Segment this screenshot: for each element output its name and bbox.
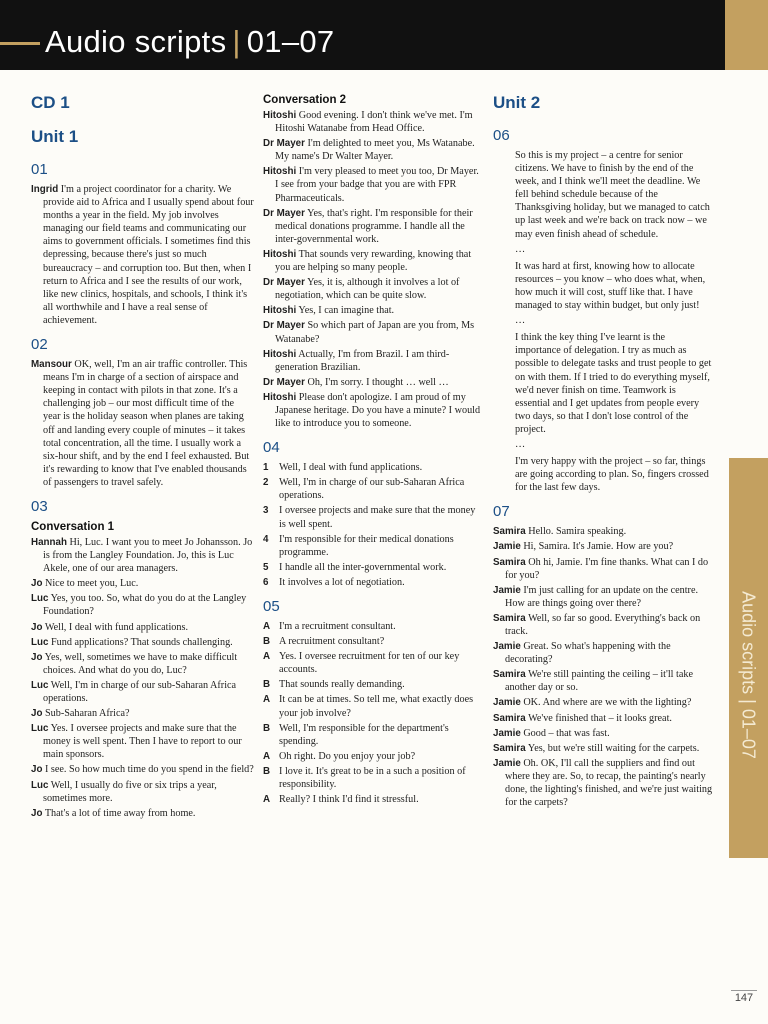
dialogue-line: Jo I see. So how much time do you spend in the field? — [31, 764, 254, 776]
dialogue-line: B A recruitment consultant? — [263, 636, 385, 648]
column-1 — [31, 93, 254, 822]
track-06-paragraph: It was hard at first, knowing how to allocate resources – you know – who does what, when, how much it will cost, stuff like that. I have managed to stay within budget, but only just! — [515, 260, 706, 312]
unit-1-heading: Unit 1 — [31, 127, 79, 146]
dialogue-line: Hitoshi Good evening. I don't think we've met. I'm Hitoshi Watanabe from Head Office. — [263, 110, 473, 135]
dialogue-line: Dr Mayer Yes, that's right. I'm responsible for their medical donations programme. I handle all the inter-governmental work. — [263, 207, 473, 245]
conversation-1-heading: Conversation 1 — [31, 520, 115, 533]
conversation-2-lines — [263, 109, 481, 430]
track-04-heading: 04 — [263, 439, 280, 457]
dialogue-line: Jamie Oh. OK, I'll call the suppliers and find out where they are. So, to recap, the painting's nearly done, the lighting's finished, and we're just waiting for the carpets? — [493, 757, 713, 809]
dialogue-line: Dr Mayer So which part of Japan are you from, Ms Watanabe? — [263, 320, 475, 345]
dialogue-line: Samira We're still painting the ceiling – it'll take another day or so. — [493, 669, 694, 694]
header-corner-block — [725, 0, 768, 70]
dialogue-line: Samira Oh hi, Jamie. I'm fine thanks. What can I do for you? — [493, 556, 709, 581]
dialogue-line: Jo Nice to meet you, Luc. — [31, 578, 139, 590]
track-05-list — [263, 620, 481, 806]
dialogue-line: Hitoshi Please don't apologize. I am proud of my Japanese heritage. Do you have a minute? I would like to introduce you to someone. — [263, 391, 481, 430]
column-2 — [263, 93, 481, 808]
dialogue-line: Jamie OK. And where are we with the lighting? — [493, 697, 692, 709]
track-02-heading: 02 — [31, 336, 48, 354]
dialogue-line: A It can be at times. So tell me, what exactly does your job involve? — [263, 694, 474, 719]
track-07-lines — [493, 525, 713, 809]
list-item: 6 It involves a lot of negotiation. — [263, 576, 405, 588]
dialogue-line: Jamie Great. So what's happening with the decorating? — [493, 641, 671, 666]
list-item: 3 I oversee projects and make sure that the money is well spent. — [263, 505, 476, 530]
dialogue-line: Jo Yes, well, sometimes we have to make difficult choices. And what do you do, Luc? — [31, 651, 238, 676]
track-06-paragraph: I'm very happy with the project – so far, things are going according to plan. So, fingers crossed for the last few days. — [515, 456, 709, 494]
dialogue-line: Luc Well, I usually do five or six trips a year, sometimes more. — [31, 779, 217, 804]
track-01-heading: 01 — [31, 161, 48, 178]
header-bar — [0, 0, 725, 70]
track-06-heading: 06 — [493, 127, 510, 144]
dialogue-line: Hannah Hi, Luc. I want you to meet Jo Johansson. Jo is from the Langley Foundation. Jo, this is Luc Akele, one of our area managers. — [31, 536, 253, 575]
track-07-heading: 07 — [493, 503, 510, 521]
ellipsis: … — [515, 315, 526, 327]
list-item: 2 Well, I'm in charge of our sub-Saharan Africa operations. — [263, 477, 465, 502]
conversation-2-heading: Conversation 2 — [263, 94, 347, 106]
dialogue-line: A Oh right. Do you enjoy your job? — [263, 750, 416, 762]
dialogue-line: A I'm a recruitment consultant. — [263, 621, 396, 632]
side-tab-label: Audio scripts | 01–07 — [738, 591, 759, 759]
dialogue-line: Dr Mayer Oh, I'm sorry. I thought … well … — [263, 376, 449, 388]
dialogue-line: Samira We've finished that – it looks great. — [493, 712, 672, 724]
dialogue-line: B I love it. It's great to be in a such a position of responsibility. — [263, 765, 466, 791]
dialogue-line: A Really? I think I'd find it stressful. — [263, 794, 419, 806]
dialogue-line: Luc Well, I'm in charge of our sub-Saharan Africa operations. — [31, 679, 237, 704]
dialogue-line: Jamie I'm just calling for an update on the centre. How are things going over there? — [493, 584, 699, 609]
page-number: 147 — [731, 990, 757, 1004]
dialogue-line: Jo Sub-Saharan Africa? — [31, 708, 130, 720]
dialogue-line: B Well, I'm responsible for the department's spending. — [263, 722, 449, 747]
dialogue-line: Hitoshi That sounds very rewarding, knowing that you are helping so many people. — [263, 248, 472, 274]
dialogue-line: Hitoshi Actually, I'm from Brazil. I am third-generation Brazilian. — [263, 348, 450, 373]
dialogue-line: A Yes. I oversee recruitment for ten of our key accounts. — [263, 651, 460, 676]
column-3 — [493, 93, 713, 811]
dialogue-line: Jamie Good – that was fast. — [493, 727, 610, 739]
dialogue-line: B That sounds really demanding. — [263, 679, 405, 691]
dialogue-line: Dr Mayer I'm delighted to meet you, Ms Watanabe. My name's Dr Walter Mayer. — [263, 138, 475, 163]
ellipsis: … — [515, 438, 526, 450]
dialogue-line: Jo Well, I deal with fund applications. — [31, 621, 188, 633]
track-06-paragraph: I think the key thing I've learnt is the importance of delegation. I try as much as possible to delegate tasks and trust people to get on with them. If I tried to do everything myself, we'd never finish on time. Teamwork is essential and I get updates from people every two days, so that I don't lose control of the project. — [515, 332, 712, 435]
dialogue-line: Luc Yes. I oversee projects and make sure that the money is well spent. Then I have to report to our main sponsors. — [31, 723, 242, 761]
dialogue-line: Hitoshi Yes, I can imagine that. — [263, 305, 395, 317]
dialogue-line: Jo That's a lot of time away from home. — [31, 807, 196, 819]
track-03-heading: 03 — [31, 497, 48, 515]
ellipsis: … — [515, 243, 526, 255]
unit-2-heading: Unit 2 — [493, 93, 541, 112]
dialogue-line: Hitoshi I'm very pleased to meet you too, Dr Mayer. I see from your badge that you are with FPR Pharmaceuticals. — [263, 166, 479, 204]
page-title: Audio scripts | 01–07 — [45, 24, 335, 59]
dialogue-line: Samira Well, so far so good. Everything's back on track. — [493, 612, 701, 637]
dialogue-line: Luc Fund applications? That sounds challenging. — [31, 636, 233, 648]
track-04-list — [263, 461, 481, 589]
dialogue-line: Samira Hello. Samira speaking. — [493, 526, 627, 538]
dialogue-line: Samira Yes, but we're still waiting for the carpets. — [493, 742, 700, 754]
track-02-text: Mansour OK, well, I'm an air traffic controller. This means I'm in charge of a section of airspace and keeping in contact with pilots in that zone. It's a challenging job – our most difficult time of the year is the holiday season when planes are taking off and landing every couple of minutes – it takes total concentration, all the time. I usually work a six-hour shift, and by the end I feel exhausted. But it's rewarding to know that I've enabled thousands of passengers to travel safely. — [31, 359, 250, 488]
track-05-heading: 05 — [263, 598, 280, 615]
list-item: 5 I handle all the inter-governmental work. — [263, 561, 447, 573]
dialogue-line: Luc Yes, you too. So, what do you do at the Langley Foundation? — [31, 593, 247, 618]
list-item: 4 I'm responsible for their medical donations programme. — [263, 533, 454, 558]
track-06-paragraph: So this is my project – a centre for senior citizens. We have to finish by the end of the week, and I think we'll meet the deadline. We fell behind schedule because of the Thanksgiving holiday, but we managed to catch up last week and we're back on track now – we may even finish ahead of schedule. — [515, 150, 710, 240]
dialogue-line: Jamie Hi, Samira. It's Jamie. How are you? — [493, 541, 674, 553]
cd-heading: CD 1 — [31, 93, 70, 112]
dialogue-line: Dr Mayer Yes, it is, although it involves a lot of negotiation, which can be quite slow. — [263, 277, 460, 302]
conversation-1-lines — [31, 536, 254, 820]
track-01-text: Ingrid I'm a project coordinator for a charity. We provide aid to Africa and I usually spend about four months a year in the field. My job involves managing our field teams and communicating our aims to government officials. I sometimes find this depressing, because there's just so much bureaucracy – and corruption too. But then, when I return to Africa and I see the results of our work, like new clinics, hospitals, and schools, I think it's all worthwhile and I have a real sense of achievement. — [31, 184, 254, 326]
header-accent-line — [0, 42, 40, 45]
list-item: 1 Well, I deal with fund applications. — [263, 462, 423, 474]
